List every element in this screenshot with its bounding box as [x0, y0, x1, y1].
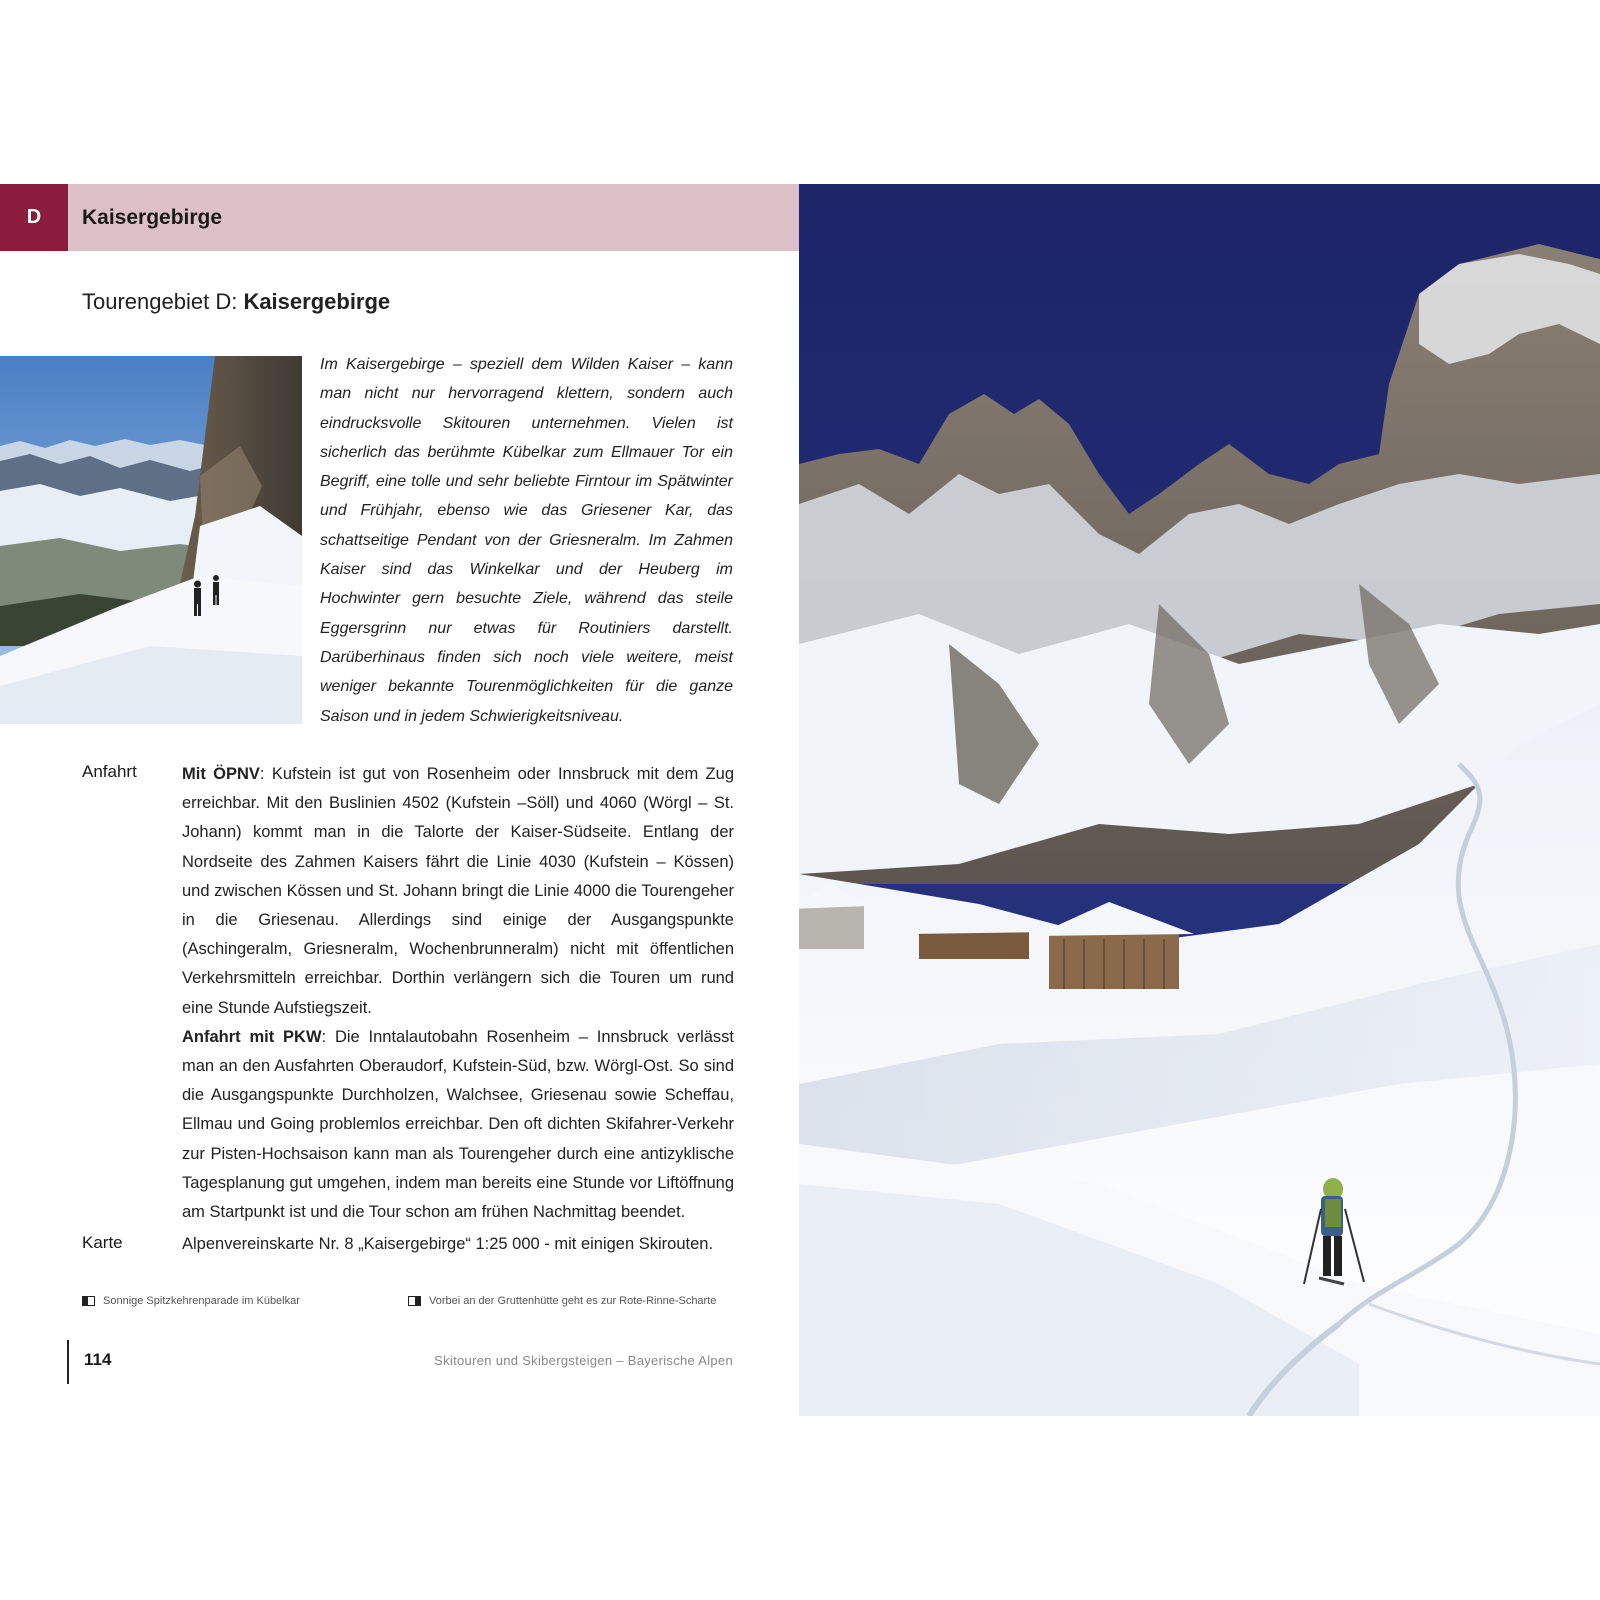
page-number-rule	[67, 1340, 69, 1384]
area-title-prefix: Tourengebiet D:	[82, 289, 244, 314]
anfahrt-block	[182, 760, 734, 1227]
kaisergebirge-main-photo	[799, 184, 1600, 1416]
caption-left-text: Sonnige Spitzkehrenparade im Kübelkar	[103, 1295, 300, 1307]
oepnv-heading: Mit ÖPNV	[182, 765, 260, 783]
area-title	[82, 289, 390, 315]
pkw-paragraph	[182, 1023, 734, 1227]
caption-right	[408, 1295, 716, 1307]
pkw-text: : Die Inntalautobahn Rosenheim – Innsbruck verlässt man an den Ausfahrten Oberaudorf, Kufstein-Süd, bzw. Wörgl-Ost. So sind die Ausgangspunkte Durchholzen, Walchsee, Griesenau sowie Scheffau, Ellmau und Going problemlos erreichbar. Den oft dichten Skifahrer-Verkehr zur Pisten-Hochsaison kann man als Tourengeher durch eine antizyklische Tagesplanung gut umgehen, indem man bereits eine Stunde vor Liftöffnung am Startpunkt ist und die Tour schon am frühen Nachmittag beendet.	[182, 1027, 734, 1222]
page-number: 114	[84, 1350, 112, 1369]
chapter-title: Kaisergebirge	[82, 206, 223, 229]
karte-text: Alpenvereinskarte Nr. 8 „Kaisergebirge“ 1:25 000 - mit einigen Skirouten.	[182, 1235, 714, 1253]
caption-left	[82, 1295, 300, 1307]
oepnv-text: : Kufstein ist gut von Rosenheim oder Innsbruck mit dem Zug erreichbar. Mit den Buslinien 4502 (Kufstein –Söll) und 4060 (Wörgl – St. Johann) kommt man in die Talorte der Kaiser-Südseite. Entlang der Nordseite des Zahmen Kaisers fährt die Linie 4030 (Kufstein – Kössen) und zwischen Kössen und St. Johann bringt die Linie 4000 die Tourengeher in die Griesenau. Allerdings sind einige der Ausgangspunkte (Aschingeralm, Griesneralm, Wochenbrunneralm) nicht mit öffentlichen Verkehrsmitteln erreichbar. Dorthin verlängern sich die Touren um rund eine Stunde Aufstiegszeit.	[182, 765, 734, 1017]
caption-right-text: Vorbei an der Gruttenhütte geht es zur Rote-Rinne-Scharte	[429, 1295, 717, 1307]
running-footer-title: Skitouren und Skibergsteigen – Bayerische Alpen	[434, 1353, 733, 1368]
oepnv-paragraph	[182, 760, 734, 1023]
pkw-heading: Anfahrt mit PKW	[182, 1027, 322, 1046]
photo-left-marker-icon	[82, 1296, 95, 1306]
anfahrt-label: Anfahrt	[82, 762, 137, 781]
kuebelkar-photo	[0, 356, 302, 724]
karte-label: Karte	[82, 1233, 123, 1252]
intro-paragraph: Im Kaisergebirge – speziell dem Wilden Kaiser – kann man nicht nur hervorragend klettern, sondern auch eindrucksvolle Skitouren unternehmen. Vielen ist sicherlich das berühmte Kübelkar zum Ellmauer Tor ein Begriff, eine tolle und sehr beliebte Firntour im Spätwinter und Frühjahr, ebenso wie das Griesener Kar, das schattseitige Pendant von der Griesneralm. Im Zahmen Kaiser sind das Winkelkar und der Heuberg im Hochwinter gern besuchte Ziele, während das steile Eggersgrinn nur etwas für Routiniers darstellt. Darüberhinaus finden sich noch viele weitere, meist weniger bekannte Tourenmöglichkeiten für die ganze Saison und in jedem Schwierigkeitsniveau.	[320, 356, 733, 725]
section-letter-badge: D	[0, 184, 68, 251]
area-title-name: Kaisergebirge	[243, 289, 391, 314]
photo-right-marker-icon	[408, 1296, 421, 1306]
